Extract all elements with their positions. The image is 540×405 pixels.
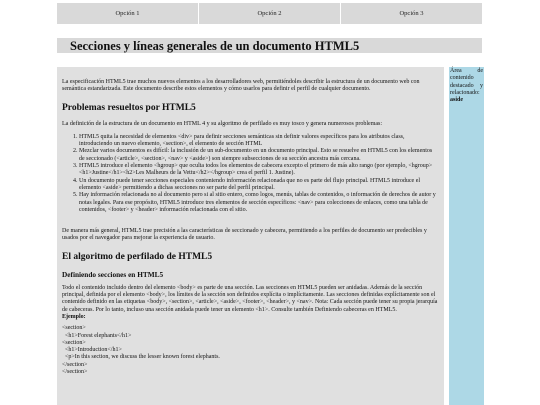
list-item: 3. HTML5 introduce el elemento <hgroup> que oculta todos los elementos de cabecera excepto el primero de más alto rango (por ejemplo, <hgroup><h1>Justine</h1><h2>Les Malheurs de la Vettu</h2></hgroup> crea el perfil 1. Justine). <box>79 163 439 178</box>
list-item: 5. Hay información relacionada no al documento pero si al sitio entero, como logos, menús, tablas de contenidos, o información de derechos de autor y notas legales. Para ese propósito, HTML5 introduce tres elementos de sección específicos: <nav> para colecciones de enlaces, como una tabla de contenidos, <footer> y <header> información relacionada con el sitio. <box>79 192 439 214</box>
code-line: </section> <box>62 369 88 376</box>
section-heading-problems: Problemas resueltos por HTML5 <box>62 102 196 113</box>
list-item: 2. Mezclar varios documentos es difícil: la inclusión de un sub-documento en un documento principal. Esto se resuelve en HTML5 con los elementos de seccionado (<article>, <section>, <nav> y <aside>) son siempre subsecciones de su sección ancestra más cercana. <box>79 148 439 163</box>
aside-panel <box>449 67 484 405</box>
section-heading-algorithm: El algoritmo de perfilado de HTML5 <box>62 251 213 262</box>
aside-keyword: aside <box>450 97 464 104</box>
top-navigation <box>57 3 482 24</box>
page-title: Secciones y líneas generales de un documento HTML5 <box>70 39 360 53</box>
problems-lead: La definición de la estructura de un documento en HTML 4 y su algoritmo de perfilado es muy tosco y genera numerosos problemas: <box>62 120 383 127</box>
list-item: 4. Un documento puede tener secciones especiales conteniendo información relacionada que no es parte del flujo principal. HTML5 introduce el elemento <aside> permitiendo a dichas secciones no ser parte del perfil principal. <box>79 178 439 193</box>
subheading-defining-sections: Definiendo secciones en HTML5 <box>62 269 164 279</box>
summary-paragraph: De manera más general, HTML5 trae precisión a las características de seccionado y cabecera, permitiendo a los perfiles de documento ser predecibles y usados por el navegador para mejorar la experiencia de usuario. <box>62 228 427 242</box>
problems-list <box>62 134 439 214</box>
code-line: <h1>Introduction</h1> <box>62 347 122 354</box>
nav-option-1[interactable]: Opción 1 <box>57 3 199 24</box>
aside-text: Área de contenido destacado y relacionado: <box>450 68 483 96</box>
code-example <box>62 325 439 376</box>
list-item: 1. HTML5 quita la necesidad de elementos <div> para definir secciones semánticas sin definir valores específicos para los atributos class, introduciendo un nuevo elemento, <section>, el elemento de sección HTML <box>79 134 439 149</box>
main-content <box>57 67 444 405</box>
nav-option-3[interactable]: Opción 3 <box>399 10 424 17</box>
code-line: <h1>Forest elephants</h1> <box>62 332 132 339</box>
intro-paragraph: La especificación HTML5 trae muchos nuevos elementos a los desarrolladores web, permitiéndoles describir la estructura de un documento web con semántica estandarizada. Este documento describe estos elementos y cómo usarlos para definir el perfil de cualquier documento. <box>62 79 420 93</box>
code-line: <p>In this section, we discuss the lesser known forest elephants. <box>62 354 220 361</box>
code-line: <section> <box>62 339 86 346</box>
defining-sections-paragraph: Todo el contenido incluido dentro del elemento <body> es parte de una sección. Las secciones en HTML5 pueden ser anidadas. Además de la sección principal, definida por el elemento <body>, los límites de la sección son definidos explícita o implícitamente. Las secciones definidas explícitamente son el contenido definido en las etiquetas <body>, <section>, <article>, <aside>, <footer>, <header>, y <nav>. Nota: Cada sección puede tener su propia jerarquía de cabeceras. Por lo tanto, incluso una sección anidada puede tener un elemento <h1>. Consulte también Definiendo cabeceras en HTML5. <box>62 284 438 313</box>
example-label: Ejemplo: <box>62 313 86 320</box>
page-header <box>57 38 482 53</box>
nav-option-2[interactable]: Opción 2 <box>199 3 341 24</box>
code-line: <section> <box>62 325 86 332</box>
code-line: </section> <box>62 361 88 368</box>
